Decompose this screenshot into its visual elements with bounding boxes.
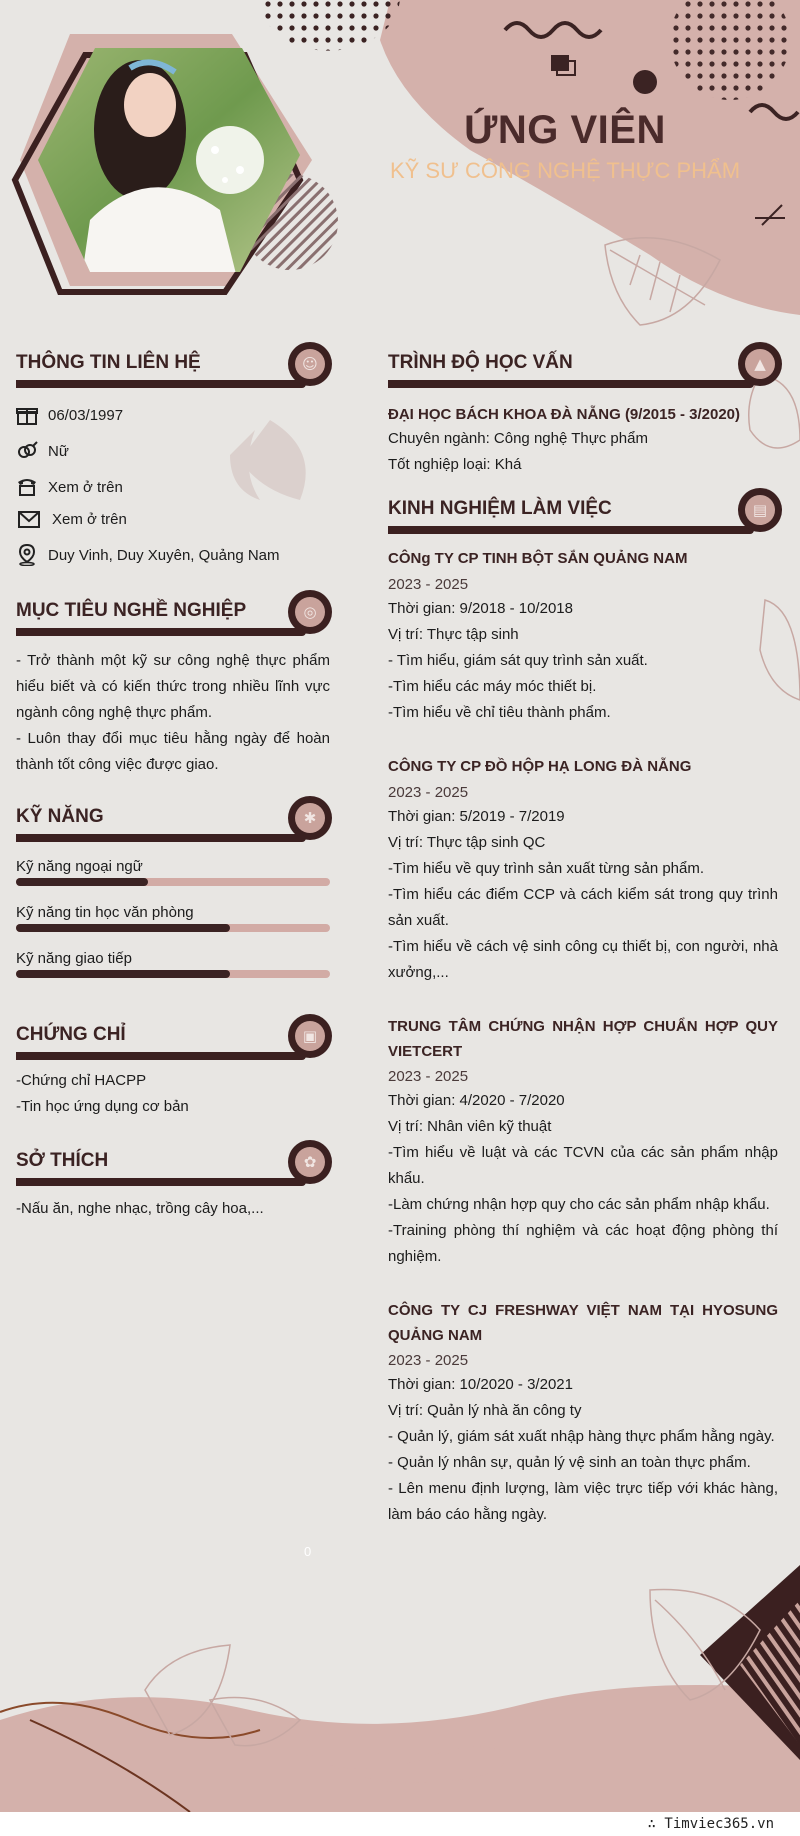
- job-line: -Tìm hiểu về chỉ tiêu thành phẩm.: [388, 704, 611, 721]
- birthday-text: 06/03/1997: [48, 406, 124, 424]
- hobbies-text: -Nấu ăn, nghe nhạc, trồng cây hoa,...: [16, 1200, 264, 1217]
- mail-icon: [16, 508, 42, 530]
- job-years: 2023 - 2025: [388, 784, 469, 801]
- job-line: Thời gian: 9/2018 - 10/2018: [388, 600, 573, 617]
- section-education: [388, 348, 778, 388]
- gender-icon: [16, 440, 38, 462]
- section-objective: [16, 596, 330, 636]
- contact-email: [16, 508, 127, 530]
- skill-bar-fill: [16, 924, 230, 932]
- job-years: 2023 - 2025: [388, 576, 469, 593]
- skill-bar: [16, 924, 330, 932]
- section-title: TRÌNH ĐỘ HỌC VẤN: [388, 352, 573, 373]
- section-bar: [16, 628, 306, 636]
- job-company: TRUNG TÂM CHỨNG NHẬN HỢP CHUẨN HỢP QUY VIETCERT: [388, 1018, 778, 1060]
- graduation-cap-icon: ▲: [738, 342, 782, 386]
- contact-phone: [16, 476, 123, 498]
- job-line: -Tìm hiểu các điểm CCP và cách kiểm sát trong quy trình sản xuất.: [388, 886, 778, 929]
- location-pin-icon: [16, 544, 38, 566]
- skill-label: Kỹ năng ngoại ngữ: [16, 858, 143, 875]
- education-school: ĐẠI HỌC BÁCH KHOA ĐÀ NẴNG (9/2015 - 3/2020): [388, 406, 741, 423]
- person-icon: ☺: [288, 342, 332, 386]
- section-skills: [16, 802, 330, 842]
- job-company: CÔNG TY CP ĐỒ HỘP HẠ LONG ĐÀ NẴNG: [388, 758, 692, 775]
- section-title: THÔNG TIN LIÊN HỆ: [16, 352, 201, 373]
- section-bar: [16, 834, 306, 842]
- skill-bar-fill: [16, 970, 230, 978]
- contact-birthday: [16, 404, 123, 426]
- job-line: Thời gian: 4/2020 - 7/2020: [388, 1092, 565, 1109]
- job-line: -Tìm hiểu về quy trình sản xuất từng sản phẩm.: [388, 860, 705, 877]
- section-bar: [16, 380, 306, 388]
- section-title: SỞ THÍCH: [16, 1150, 109, 1171]
- footer-logo: [648, 1816, 774, 1832]
- certificates-text: -Chứng chỉ HACPP -Tin học ứng dụng cơ bản: [16, 1072, 189, 1115]
- job-line: Vị trí: Nhân viên kỹ thuật: [388, 1118, 552, 1135]
- skill-bar-fill: [16, 878, 148, 886]
- skill-bar: [16, 970, 330, 978]
- skill-label: Kỹ năng tin học văn phòng: [16, 904, 194, 921]
- section-title: CHỨNG CHỈ: [16, 1024, 126, 1045]
- contact-address: [16, 544, 280, 566]
- job-line: Thời gian: 5/2019 - 7/2019: [388, 808, 565, 825]
- section-hobbies: [16, 1146, 330, 1186]
- section-bar: [16, 1052, 306, 1060]
- phone-text: Xem ở trên: [48, 478, 123, 496]
- section-experience: [388, 494, 778, 534]
- email-text: Xem ở trên: [52, 510, 127, 528]
- certificate-icon: ▣: [288, 1014, 332, 1058]
- education-grade: Tốt nghiệp loại: Khá: [388, 456, 522, 473]
- job-line: -Tìm hiểu về cách vệ sinh công cụ thiết bị, con người, nhà xưởng,...: [388, 938, 778, 981]
- job-line: -Làm chứng nhận hợp quy cho các sản phẩm nhập khẩu.: [388, 1196, 770, 1213]
- page-number: 0: [304, 1544, 312, 1559]
- job-line: -Tìm hiểu các máy móc thiết bị.: [388, 678, 597, 695]
- candidate-photo: [0, 0, 320, 300]
- job-title: KỸ SƯ CÔNG NGHỆ THỰC PHẨM: [389, 158, 741, 183]
- job-company: CÔNG TY CJ FRESHWAY VIỆT NAM TẠI HYOSUNG QUẢNG NAM: [388, 1302, 778, 1344]
- phone-icon: [16, 476, 38, 498]
- skills-icon: ✱: [288, 796, 332, 840]
- job-company: CÔNg TY CP TINH BỘT SẮN QUẢNG NAM: [388, 550, 688, 567]
- job-line: - Quản lý, giám sát xuất nhập hàng thực phẩm hằng ngày.: [388, 1428, 775, 1445]
- address-text: Duy Vinh, Duy Xuyên, Quảng Nam: [48, 546, 280, 564]
- job-years: 2023 - 2025: [388, 1068, 469, 1085]
- job-line: -Training phòng thí nghiệm và các hoạt động phòng thí nghiệm.: [388, 1222, 778, 1265]
- skill-bar: [16, 878, 330, 886]
- section-title: KỸ NĂNG: [16, 806, 104, 827]
- briefcase-icon: ▤: [738, 488, 782, 532]
- section-bar: [388, 526, 754, 534]
- job-line: - Quản lý nhân sự, quản lý vệ sinh an toàn thực phẩm.: [388, 1454, 751, 1471]
- job-line: Vị trí: Thực tập sinh: [388, 626, 519, 643]
- section-bar: [388, 380, 754, 388]
- objective-text: - Trở thành một kỹ sư công nghệ thực phẩm hiểu biết và có kiến thức trong nhiều lĩnh vực ngành công nghệ thực phẩm. - Luôn thay đổi mục tiêu hằng ngày để hoàn thành tốt công việc được giao.: [16, 652, 330, 773]
- section-bar: [16, 1178, 306, 1186]
- job-line: -Tìm hiểu về luật và các TCVN của các sản phẩm nhập khẩu.: [388, 1144, 778, 1187]
- job-line: Thời gian: 10/2020 - 3/2021: [388, 1376, 573, 1393]
- skill-label: Kỹ năng giao tiếp: [16, 950, 132, 967]
- job-years: 2023 - 2025: [388, 1352, 469, 1369]
- logo-mark-icon: ∴: [647, 1816, 656, 1832]
- job-line: Vị trí: Quản lý nhà ăn công ty: [388, 1402, 582, 1419]
- target-icon: ◎: [288, 590, 332, 634]
- education-major: Chuyên ngành: Công nghệ Thực phẩm: [388, 430, 648, 447]
- gift-icon: [16, 404, 38, 426]
- logo-text: Timviec365.vn: [664, 1816, 774, 1832]
- job-line: - Lên menu định lượng, làm việc trực tiếp với khác hàng, làm báo cáo hằng ngày.: [388, 1480, 778, 1523]
- gender-text: Nữ: [48, 442, 69, 460]
- candidate-name: ỨNG VIÊN: [464, 108, 666, 152]
- hobby-icon: ✿: [288, 1140, 332, 1184]
- section-contact: [16, 348, 330, 388]
- section-title: MỤC TIÊU NGHỀ NGHIỆP: [16, 600, 247, 621]
- job-line: Vị trí: Thực tập sinh QC: [388, 834, 546, 851]
- section-title: KINH NGHIỆM LÀM VIỆC: [388, 498, 612, 519]
- contact-gender: [16, 440, 69, 462]
- section-certificates: [16, 1020, 330, 1060]
- job-line: - Tìm hiểu, giám sát quy trình sản xuất.: [388, 652, 648, 669]
